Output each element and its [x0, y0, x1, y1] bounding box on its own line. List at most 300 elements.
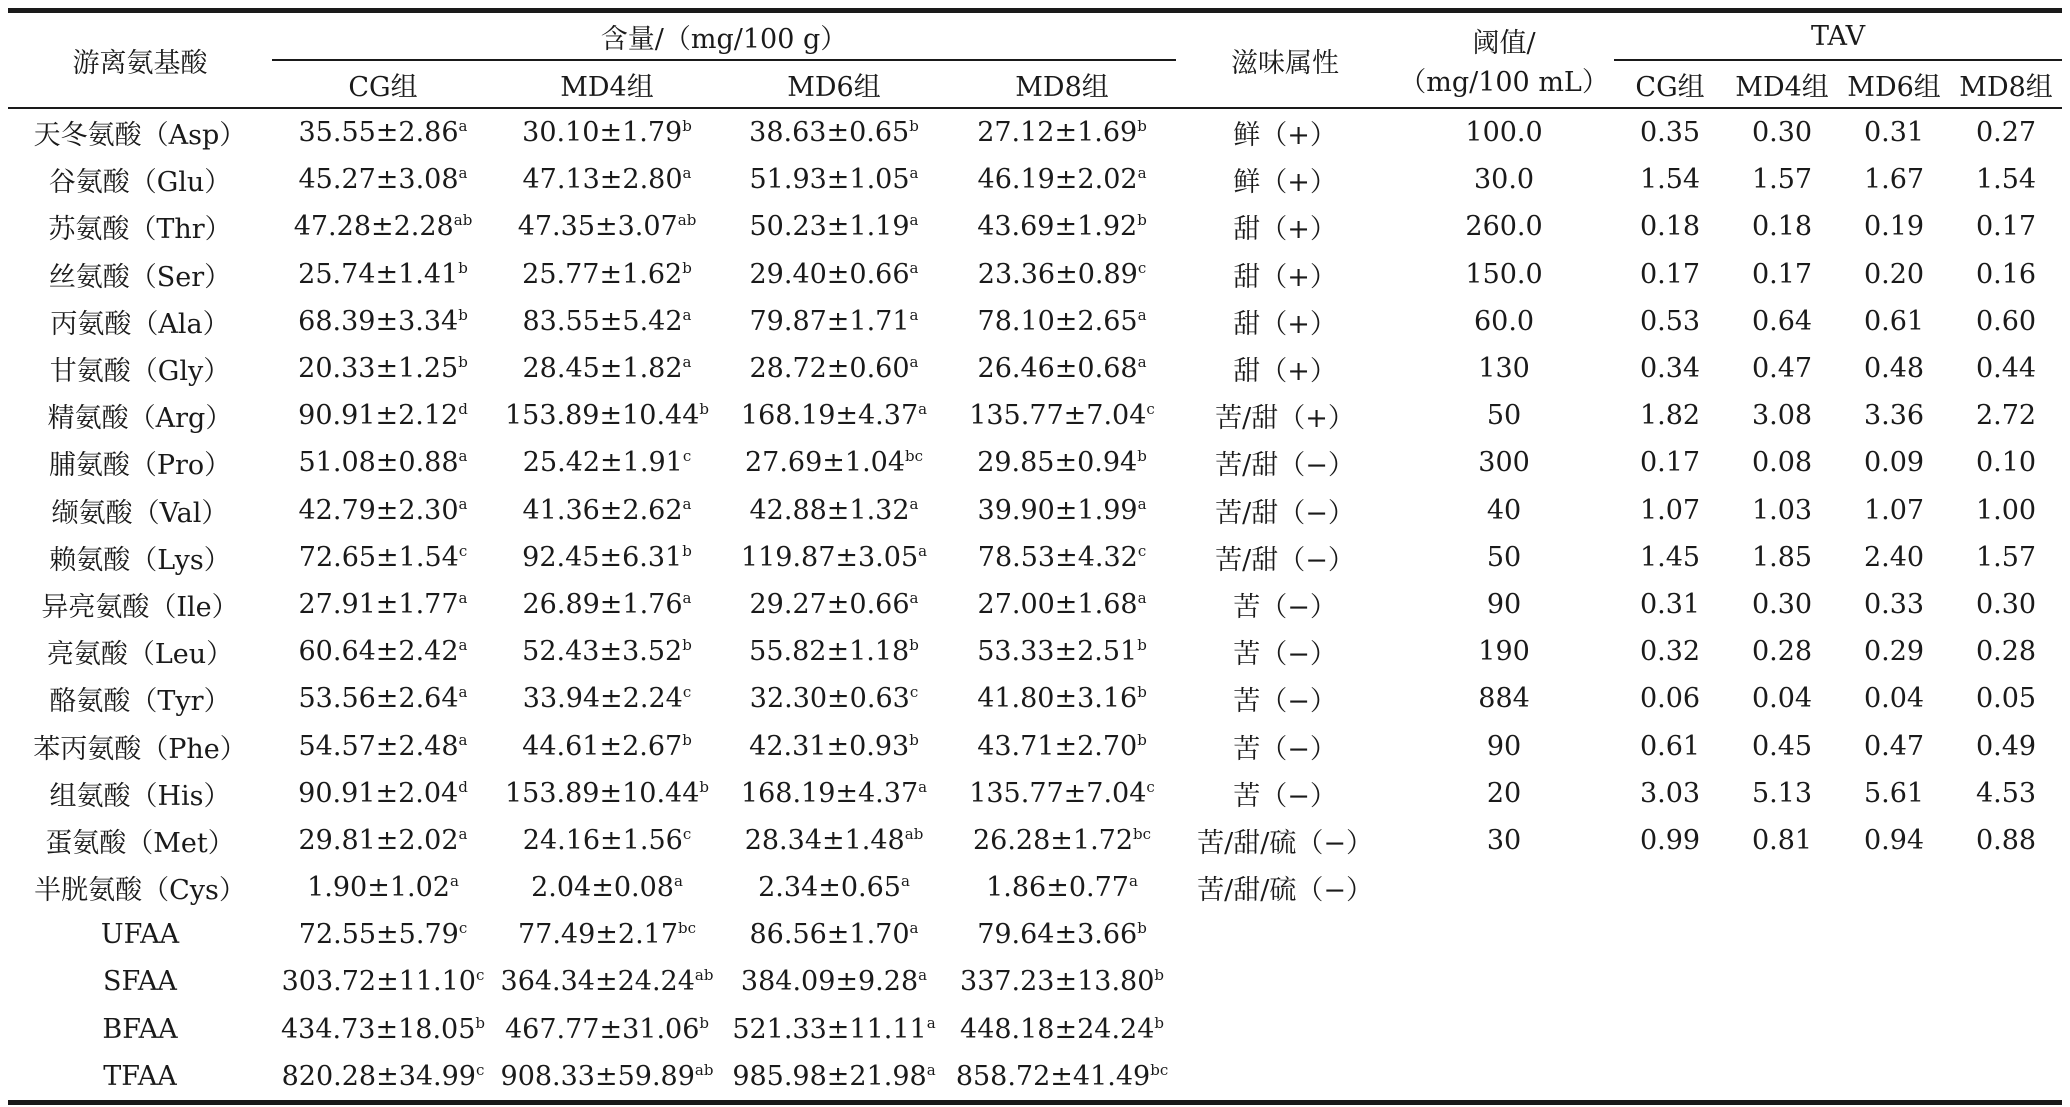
tav-cell: 0.05 — [1975, 683, 2037, 715]
threshold-cell: 884 — [1478, 683, 1530, 715]
content-cell — [948, 345, 1176, 392]
tav-cell: 0.47 — [1751, 353, 1813, 385]
significance-letter: b — [475, 1013, 485, 1032]
significance-letter: bc — [1150, 1060, 1169, 1079]
content-value: 168.19±4.37 — [740, 400, 919, 432]
tav-cell: 0.31 — [1639, 588, 1701, 620]
content-value: 42.79±2.30 — [298, 494, 459, 526]
threshold-cell — [1394, 958, 1614, 1005]
threshold-cell — [1394, 1006, 1614, 1053]
content-value: 364.34±24.24 — [500, 966, 695, 998]
tav-cell: 0.47 — [1863, 730, 1925, 762]
taste-cell: 苦/甜（+） — [1215, 403, 1355, 435]
tav-cell: 0.08 — [1751, 447, 1813, 479]
content-cell — [948, 392, 1176, 439]
tav-cell: 0.18 — [1751, 211, 1813, 243]
table-row — [8, 770, 2062, 817]
content-cell — [494, 534, 720, 581]
content-value: 985.98±21.98 — [732, 1060, 927, 1092]
taste-cell: 苦/甜（−） — [1215, 544, 1355, 576]
content-value: 25.77±1.62 — [522, 258, 683, 290]
content-cell — [272, 345, 494, 392]
significance-letter: c — [476, 966, 485, 985]
amino-acid-name: 组氨酸（His） — [49, 780, 231, 812]
tav-cell: 3.08 — [1751, 400, 1813, 432]
significance-letter: c — [682, 683, 692, 702]
content-cell — [720, 392, 948, 439]
content-cell — [272, 203, 494, 250]
tav-cell: 0.17 — [1751, 258, 1813, 290]
amino-acid-table — [8, 8, 2062, 1105]
amino-acid-name: 赖氨酸（Lys） — [49, 544, 231, 576]
content-value: 135.77±7.04 — [969, 777, 1147, 809]
tav-cell: 2.40 — [1863, 541, 1925, 573]
content-value: 2.34±0.65 — [758, 872, 901, 904]
header-amino-acid: 游离氨基酸 — [8, 11, 272, 109]
significance-letter: a — [918, 541, 928, 560]
content-cell — [494, 392, 720, 439]
tav-cell: 0.33 — [1863, 588, 1925, 620]
content-cell — [720, 108, 948, 156]
significance-letter: ab — [694, 1060, 714, 1079]
table-row — [8, 911, 2062, 958]
significance-letter: b — [1137, 683, 1147, 702]
threshold-cell: 130 — [1478, 353, 1530, 385]
content-value: 25.42±1.91 — [522, 447, 683, 479]
content-cell — [720, 439, 948, 486]
tav-cell: 4.53 — [1975, 777, 2037, 809]
tav-cell: 1.82 — [1639, 400, 1701, 432]
table-row — [8, 817, 2062, 864]
taste-cell: 鲜（+） — [1233, 167, 1337, 199]
significance-letter: a — [458, 730, 468, 749]
significance-letter: a — [458, 447, 468, 466]
content-value: 45.27±3.08 — [298, 164, 459, 196]
content-cell — [948, 156, 1176, 203]
content-value: 52.43±3.52 — [522, 636, 683, 668]
content-value: 55.82±1.18 — [749, 636, 910, 668]
content-value: 47.13±2.80 — [522, 164, 683, 196]
amino-acid-name: SFAA — [103, 966, 177, 998]
content-value: 39.90±1.99 — [977, 494, 1138, 526]
content-value: 858.72±41.49 — [955, 1060, 1151, 1092]
significance-letter: b — [1137, 117, 1147, 136]
content-value: 337.23±13.80 — [960, 966, 1155, 998]
table-row — [8, 298, 2062, 345]
table-row — [8, 156, 2062, 203]
content-cell — [948, 628, 1176, 675]
significance-letter: c — [1146, 400, 1155, 419]
tav-cell: 0.30 — [1751, 588, 1813, 620]
amino-acid-name: 蛋氨酸（Met） — [45, 827, 235, 859]
significance-letter: c — [458, 919, 468, 938]
significance-letter: a — [458, 636, 468, 655]
content-value: 53.33±2.51 — [977, 636, 1138, 668]
amino-acid-name: 甘氨酸（Gly） — [49, 356, 231, 388]
significance-letter: a — [458, 683, 468, 702]
content-cell — [272, 251, 494, 298]
content-cell — [494, 581, 720, 628]
table-row — [8, 628, 2062, 675]
content-value: 27.69±1.04 — [744, 447, 906, 479]
content-value: 33.94±2.24 — [522, 683, 683, 715]
taste-cell: 苦（−） — [1233, 686, 1337, 718]
tav-cell: 0.44 — [1975, 353, 2037, 385]
content-value: 60.64±2.42 — [298, 636, 459, 668]
content-cell — [494, 203, 720, 250]
threshold-cell — [1394, 1053, 1614, 1103]
tav-cell: 1.54 — [1639, 164, 1701, 196]
content-cell — [272, 392, 494, 439]
significance-letter: a — [909, 494, 919, 513]
tav-cell: 0.53 — [1639, 305, 1701, 337]
tav-cell: 0.17 — [1639, 258, 1701, 290]
tav-cell: 0.35 — [1614, 108, 1726, 156]
significance-letter: a — [909, 211, 919, 230]
threshold-cell: 30 — [1486, 824, 1522, 856]
amino-acid-name: 苏氨酸（Thr） — [48, 214, 232, 246]
significance-letter: a — [1137, 353, 1147, 372]
tav-cell: 0.64 — [1751, 305, 1813, 337]
content-value: 50.23±1.19 — [749, 211, 910, 243]
significance-letter: a — [458, 117, 468, 136]
header-tav: TAV — [1614, 11, 2062, 61]
table-row — [8, 534, 2062, 581]
significance-letter: a — [458, 494, 468, 513]
table-row — [8, 392, 2062, 439]
tav-cell — [1614, 1053, 1726, 1103]
content-value: 448.18±24.24 — [960, 1013, 1155, 1045]
significance-letter: a — [1137, 588, 1147, 607]
tav-cell: 0.18 — [1639, 211, 1701, 243]
header-content: 含量/（mg/100 g） — [272, 11, 1176, 61]
header-row-2 — [8, 60, 2062, 108]
significance-letter: b — [909, 636, 919, 655]
threshold-cell: 190 — [1478, 636, 1530, 668]
header-threshold-line1: 阈值/ — [1472, 28, 1536, 59]
significance-letter: b — [1137, 447, 1147, 466]
content-cell — [948, 722, 1176, 769]
significance-letter: b — [1154, 966, 1165, 985]
content-cell — [720, 628, 948, 675]
tav-cell: 1.85 — [1751, 541, 1813, 573]
table-row — [8, 864, 2062, 911]
significance-letter: b — [1137, 730, 1147, 749]
content-value: 908.33±59.89 — [500, 1060, 695, 1092]
tav-cell — [1838, 1053, 1950, 1103]
threshold-cell: 90 — [1486, 730, 1522, 762]
threshold-cell — [1394, 911, 1614, 958]
content-cell — [272, 1006, 494, 1053]
header-threshold-line2: （mg/100 mL） — [1399, 67, 1609, 98]
content-value: 168.19±4.37 — [740, 777, 919, 809]
taste-cell: 苦/甜（−） — [1215, 497, 1355, 529]
significance-letter: a — [682, 353, 692, 372]
content-cell — [494, 864, 720, 911]
content-cell — [720, 487, 948, 534]
tav-cell — [1838, 958, 1950, 1005]
tav-cell — [1614, 911, 1726, 958]
tav-cell — [1614, 864, 1726, 911]
tav-cell: 0.34 — [1639, 353, 1701, 385]
significance-letter: a — [909, 164, 919, 183]
tav-cell: 0.88 — [1975, 824, 2037, 856]
significance-letter: b — [1137, 211, 1147, 230]
content-value: 86.56±1.70 — [749, 919, 910, 951]
content-value: 90.91±2.12 — [298, 400, 459, 432]
content-value: 54.57±2.48 — [298, 730, 459, 762]
significance-letter: a — [900, 872, 910, 891]
content-cell — [494, 487, 720, 534]
tav-cell: 0.31 — [1838, 108, 1950, 156]
taste-cell: 苦（−） — [1233, 733, 1337, 765]
content-value: 83.55±5.42 — [522, 305, 683, 337]
significance-letter: bc — [905, 447, 924, 466]
header-group-cg: CG组 — [348, 71, 418, 103]
header-group-md8: MD8组 — [1015, 71, 1109, 103]
tav-cell — [1614, 958, 1726, 1005]
content-cell — [272, 911, 494, 958]
tav-cell: 0.30 — [1726, 108, 1838, 156]
content-value: 2.04±0.08 — [531, 872, 674, 904]
tav-cell: 3.36 — [1863, 400, 1925, 432]
content-value: 467.77±31.06 — [504, 1013, 700, 1045]
significance-letter: b — [682, 541, 692, 560]
content-value: 303.72±11.10 — [281, 966, 476, 998]
tav-cell: 0.81 — [1751, 824, 1813, 856]
amino-acid-name: 天冬氨酸（Asp） — [8, 108, 272, 156]
header-row-1 — [8, 11, 2062, 61]
content-cell — [272, 1053, 494, 1103]
content-cell — [948, 439, 1176, 486]
tav-cell — [1838, 1006, 1950, 1053]
amino-acid-name: 半胱氨酸（Cys） — [34, 875, 246, 907]
significance-letter: a — [458, 588, 468, 607]
content-cell — [720, 770, 948, 817]
significance-letter: d — [458, 400, 468, 419]
significance-letter: ab — [677, 211, 697, 230]
tav-cell: 0.32 — [1639, 636, 1701, 668]
significance-letter: a — [673, 872, 683, 891]
significance-letter: b — [909, 730, 919, 749]
amino-acid-name: 亮氨酸（Leu） — [46, 639, 234, 671]
significance-letter: b — [682, 258, 692, 277]
content-value: 79.87±1.71 — [749, 305, 910, 337]
content-cell — [720, 345, 948, 392]
content-cell — [948, 770, 1176, 817]
content-cell — [948, 108, 1176, 156]
content-value: 29.81±2.02 — [298, 824, 459, 856]
tav-cell: 0.09 — [1863, 447, 1925, 479]
content-cell — [720, 581, 948, 628]
tav-cell: 1.07 — [1639, 494, 1701, 526]
content-value: 26.46±0.68 — [977, 353, 1138, 385]
significance-letter: a — [1128, 872, 1138, 891]
amino-acid-name: BFAA — [102, 1013, 178, 1045]
content-cell — [272, 487, 494, 534]
significance-letter: b — [699, 1013, 709, 1032]
content-cell — [948, 675, 1176, 722]
content-value: 78.53±4.32 — [977, 541, 1138, 573]
taste-cell: 鲜（+） — [1176, 108, 1394, 156]
content-cell — [494, 251, 720, 298]
threshold-cell: 20 — [1486, 777, 1522, 809]
threshold-cell: 150.0 — [1465, 258, 1543, 290]
content-cell — [494, 817, 720, 864]
taste-cell: 甜（+） — [1233, 214, 1337, 246]
taste-cell: 苦/甜/硫（−） — [1197, 827, 1373, 859]
content-value: 1.86±0.77 — [986, 872, 1129, 904]
tav-cell: 0.60 — [1975, 305, 2037, 337]
table-row — [8, 581, 2062, 628]
significance-letter: a — [909, 353, 919, 372]
threshold-cell: 30.0 — [1473, 164, 1535, 196]
content-cell — [494, 1053, 720, 1103]
content-cell — [494, 722, 720, 769]
significance-letter: a — [909, 588, 919, 607]
threshold-cell: 60.0 — [1473, 305, 1535, 337]
content-value: 38.63±0.65 — [749, 117, 910, 149]
content-cell — [272, 534, 494, 581]
taste-cell — [1176, 1006, 1394, 1053]
content-cell — [272, 770, 494, 817]
tav-cell: 0.99 — [1639, 824, 1701, 856]
table-row — [8, 251, 2062, 298]
tav-cell — [1614, 1006, 1726, 1053]
tav-cell: 0.28 — [1751, 636, 1813, 668]
content-value: 72.65±1.54 — [298, 541, 459, 573]
content-value: 28.72±0.60 — [749, 353, 910, 385]
content-value: 153.89±10.44 — [504, 777, 700, 809]
content-value: 27.12±1.69 — [977, 117, 1138, 149]
tav-cell — [1726, 1006, 1838, 1053]
header-tav-cg: CG组 — [1635, 71, 1705, 103]
tav-cell: 5.61 — [1863, 777, 1925, 809]
content-cell — [948, 534, 1176, 581]
tav-cell: 0.45 — [1751, 730, 1813, 762]
tav-cell: 0.29 — [1863, 636, 1925, 668]
content-cell — [948, 864, 1176, 911]
significance-letter: a — [1137, 164, 1147, 183]
content-cell — [720, 298, 948, 345]
significance-letter: b — [458, 258, 468, 277]
significance-letter: a — [926, 1060, 936, 1079]
content-cell — [948, 251, 1176, 298]
tav-cell: 1.00 — [1975, 494, 2037, 526]
significance-letter: b — [1137, 636, 1147, 655]
content-value: 92.45±6.31 — [522, 541, 683, 573]
taste-cell: 甜（+） — [1233, 261, 1337, 293]
content-value: 44.61±2.67 — [522, 730, 683, 762]
content-value: 68.39±3.34 — [298, 305, 459, 337]
significance-letter: a — [458, 824, 468, 843]
content-value: 27.91±1.77 — [298, 588, 459, 620]
threshold-cell: 40 — [1486, 494, 1522, 526]
significance-letter: c — [909, 683, 919, 702]
header-tav-md8: MD8组 — [1959, 71, 2053, 103]
content-value: 23.36±0.89 — [977, 258, 1138, 290]
threshold-cell: 50 — [1486, 400, 1522, 432]
taste-cell: 苦（−） — [1233, 639, 1337, 671]
tav-cell: 3.03 — [1639, 777, 1701, 809]
tav-cell: 2.72 — [1975, 400, 2037, 432]
threshold-cell: 300 — [1478, 447, 1530, 479]
significance-letter: b — [1154, 1013, 1165, 1032]
tav-cell: 1.03 — [1751, 494, 1813, 526]
table-row — [8, 487, 2062, 534]
content-cell — [720, 911, 948, 958]
significance-letter: a — [909, 919, 919, 938]
content-cell — [494, 958, 720, 1005]
content-value: 79.64±3.66 — [977, 919, 1138, 951]
tav-cell: 0.28 — [1975, 636, 2037, 668]
tav-cell: 0.10 — [1975, 447, 2037, 479]
significance-letter: b — [682, 117, 692, 136]
significance-letter: a — [1137, 494, 1147, 513]
significance-letter: a — [909, 305, 919, 324]
content-cell — [494, 1006, 720, 1053]
tav-cell: 1.07 — [1863, 494, 1925, 526]
content-cell — [272, 108, 494, 156]
tav-cell — [1726, 1053, 1838, 1103]
amino-acid-name: 苯丙氨酸（Phe） — [33, 733, 247, 765]
content-cell — [720, 251, 948, 298]
tav-cell: 1.45 — [1639, 541, 1701, 573]
content-cell — [494, 345, 720, 392]
significance-letter: b — [458, 305, 468, 324]
amino-acid-name: 脯氨酸（Pro） — [48, 450, 232, 482]
content-value: 51.93±1.05 — [749, 164, 910, 196]
significance-letter: c — [682, 824, 692, 843]
table-row — [8, 958, 2062, 1005]
tav-cell — [1726, 911, 1838, 958]
significance-letter: a — [918, 777, 928, 796]
amino-acid-name: 精氨酸（Arg） — [47, 403, 233, 435]
content-cell — [948, 958, 1176, 1005]
content-value: 43.69±1.92 — [977, 211, 1138, 243]
significance-letter: c — [476, 1060, 485, 1079]
content-cell — [720, 817, 948, 864]
significance-letter: b — [682, 636, 692, 655]
content-cell — [272, 722, 494, 769]
table-row — [8, 1053, 2062, 1103]
content-cell — [272, 675, 494, 722]
taste-cell: 甜（+） — [1233, 308, 1337, 340]
threshold-cell — [1394, 864, 1614, 911]
tav-cell: 0.61 — [1863, 305, 1925, 337]
content-cell — [720, 203, 948, 250]
content-value: 820.28±34.99 — [281, 1060, 476, 1092]
content-cell — [720, 1006, 948, 1053]
content-cell — [720, 958, 948, 1005]
tav-cell — [1726, 864, 1838, 911]
content-value: 521.33±11.11 — [732, 1013, 927, 1045]
content-cell — [494, 675, 720, 722]
data-table-container — [8, 8, 2062, 1105]
content-cell — [272, 817, 494, 864]
significance-letter: bc — [678, 919, 697, 938]
content-value: 53.56±2.64 — [298, 683, 459, 715]
taste-cell — [1176, 911, 1394, 958]
tav-cell: 0.20 — [1863, 258, 1925, 290]
significance-letter: a — [909, 258, 919, 277]
tav-cell: 0.61 — [1639, 730, 1701, 762]
significance-letter: c — [458, 541, 468, 560]
significance-letter: a — [926, 1013, 936, 1032]
content-value: 27.00±1.68 — [977, 588, 1138, 620]
content-value: 78.10±2.65 — [977, 305, 1138, 337]
table-row — [8, 1006, 2062, 1053]
